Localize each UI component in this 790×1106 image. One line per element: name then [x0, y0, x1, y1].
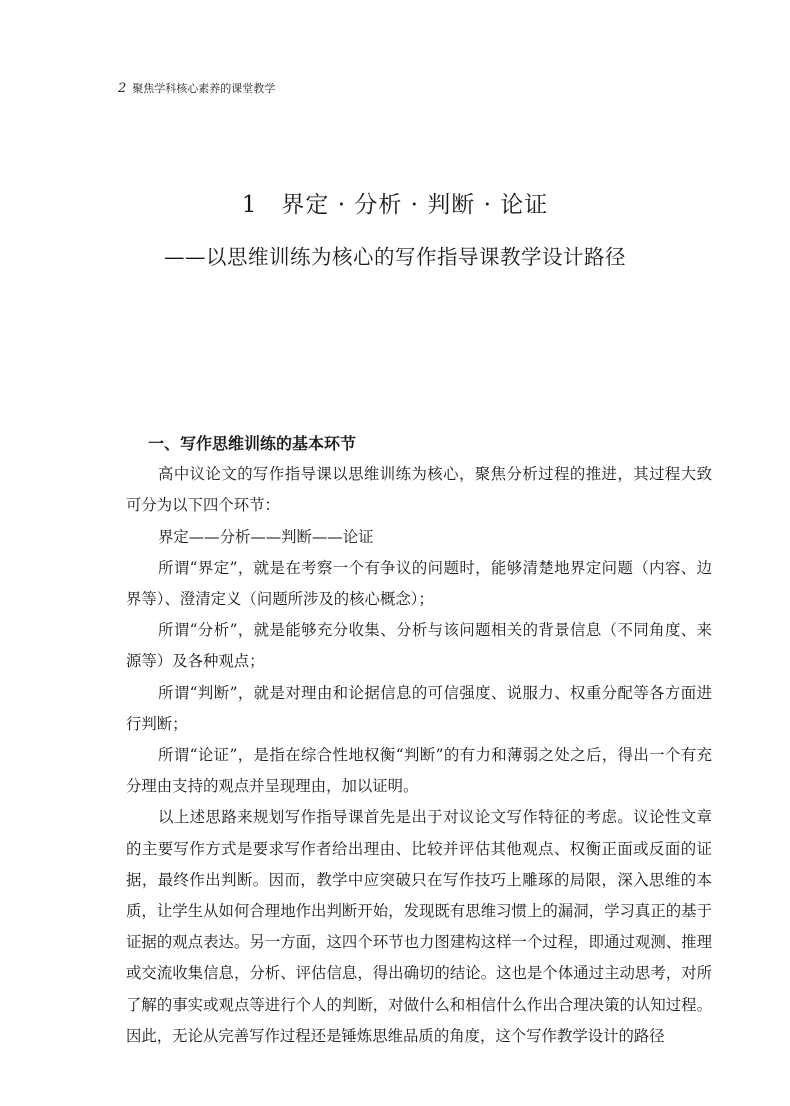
running-header — [118, 80, 275, 96]
paragraph: 界定——分析——判断——论证 — [158, 527, 374, 546]
chapter-title — [0, 186, 790, 219]
paragraph: 所谓“界定”，就是在考察一个有争议的问题时，能够清楚地界定问题（内容、边界等）、澄清定义（问题所涉及的核心概念）； — [126, 558, 712, 609]
book-title: 聚焦学科核心素养的课堂教学 — [132, 82, 276, 95]
chapter-number: 1 — [241, 192, 258, 218]
paragraph: 所谓“分析”，就是能够充分收集、分析与该问题相关的背景信息（不同角度、来源等）及各种观点； — [126, 621, 712, 671]
paragraph: 所谓“判断”，就是对理由和论据信息的可信强度、说服力、权重分配等各方面进行判断； — [126, 683, 712, 733]
paragraph: 以上述思路来规划写作指导课首先是出于对议论文写作特征的考虑。议论性文章的主要写作方式是要求写作者给出理由、比较并评估其他观点、权衡正面或反面的证据，最终作出判断。因而，教学中应突破只在写作技巧上雕琢的局限，深入思维的本质，让学生从如何合理地作出判断开始，发现既有思维习惯上的漏洞，学习真正的基于证据的观点表达。另一方面，这四个环节也力图建构这样一个过程，即通过观测、推理或交流收集信息，分析、评估信息，得出确切的结论。这也是个体通过主动思考，对所了解的事实或观点等进行个人的判断，对做什么和相信什么作出合理决策的认知过程。因此，无论从完善写作过程还是锤炼思维品质的角度，这个写作教学设计的路径 — [126, 808, 712, 1045]
paragraph: 所谓“论证”，是指在综合性地权衡“判断”的有力和薄弱之处之后，得出一个有充分理由支持的观点并呈现理由，加以证明。 — [126, 746, 712, 796]
section-heading: 一、写作思维训练的基本环节 — [148, 434, 357, 453]
paragraph: 高中议论文的写作指导课以思维训练为核心，聚焦分析过程的推进，其过程大致可分为以下四个环节： — [126, 465, 712, 515]
page-number: 2 — [118, 80, 127, 96]
body-content — [126, 428, 712, 1052]
chapter-title-text: 界定 · 分析 · 判断 · 论证 — [281, 192, 549, 218]
chapter-subtitle: ——以思维训练为核心的写作指导课教学设计路径 — [164, 245, 626, 269]
